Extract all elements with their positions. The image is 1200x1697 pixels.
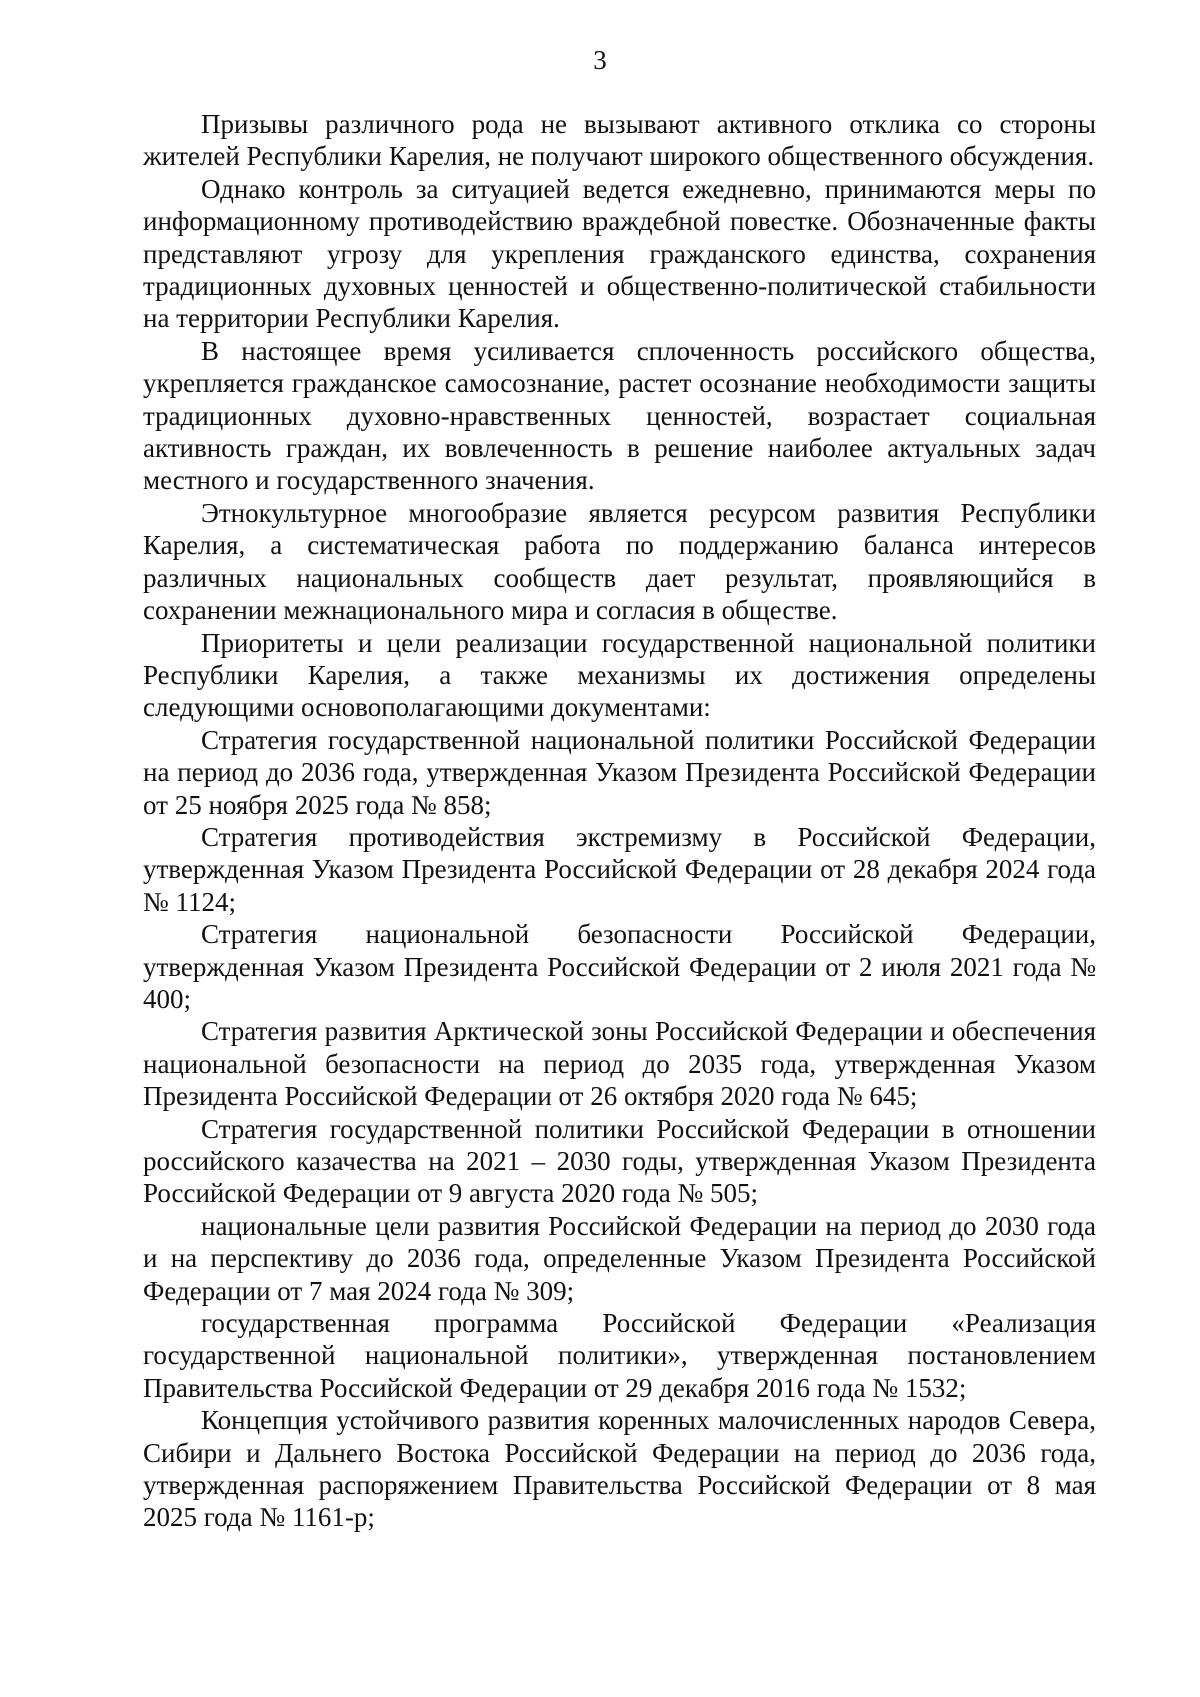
list-item-state-program: государственная программа Российской Федерации «Реализация государственной национальной политики», утвержденная постановлением Правительства Российской Федерации от 29 декабря 2016 года № 1532; — [143, 1308, 1096, 1403]
paragraph-ethnocultural-diversity: Этнокультурное многообразие является ресурсом развития Республики Карелия, а систематическая работа по поддержанию баланса интересов различных национальных сообществ дает результат, проявляющийся в сохранении межнационального мира и согласия в обществе. — [143, 497, 1096, 626]
document-body — [143, 108, 1096, 1534]
list-item-national-policy-strategy: Стратегия государственной национальной политики Российской Федерации на период до 2036 года, утвержденная Указом Президента Российской Федерации от 25 ноября 2025 года № 858; — [143, 724, 1096, 820]
paragraph-appeals-response: Призывы различного рода не вызывают активного отклика со стороны жителей Республики Карелия, не получают широкого общественного обсуждения. — [143, 109, 1096, 172]
list-item-arctic-strategy: Стратегия развития Арктической зоны Российской Федерации и обеспечения национальной безопасности на период до 2035 года, утвержденная Указом Президента Российской Федерации от 26 октября 2020 года № 645; — [143, 1016, 1096, 1112]
list-item-national-goals: национальные цели развития Российской Федерации на период до 2030 года и на перспективу до 2036 года, определенные Указом Президента Российской Федерации от 7 мая 2024 года № 309; — [143, 1210, 1096, 1306]
list-item-national-security-strategy: Стратегия национальной безопасности Российской Федерации, утвержденная Указом Президента Российской Федерации от 2 июля 2021 года № 400; — [143, 919, 1096, 1014]
page-number: 3 — [593, 45, 607, 75]
list-item-extremism-strategy: Стратегия противодействия экстремизму в Российской Федерации, утвержденная Указом Президента Российской Федерации от 28 декабря 2024 года № 1124; — [143, 821, 1096, 917]
list-item-cossack-strategy: Стратегия государственной политики Российской Федерации в отношении российского казачества на 2021 – 2030 годы, утвержденная Указом Президента Российской Федерации от 9 августа 2020 года № 505; — [143, 1113, 1096, 1209]
paragraph-priorities-intro: Приоритеты и цели реализации государственной национальной политики Республики Карелия, а также механизмы их достижения определены следующими основополагающими документами: — [143, 627, 1096, 723]
paragraph-society-cohesion: В настоящее время усиливается сплоченность российского общества, укрепляется гражданское самосознание, растет осознание необходимости защиты традиционных духовно-нравственных ценностей, возрастает социальная активность граждан, их вовлеченность в решение наиболее актуальных задач местного и государственного значения. — [143, 335, 1096, 496]
list-item-indigenous-concept: Концепция устойчивого развития коренных малочисленных народов Севера, Сибири и Дальнего Востока Российской Федерации на период до 2036 года, утвержденная распоряжением Правительства Российской Федерации от 8 мая 2025 года № 1161-р; — [143, 1405, 1096, 1533]
paragraph-monitoring: Однако контроль за ситуацией ведется ежедневно, принимаются меры по информационному противодействию враждебной повестке. Обозначенные факты представляют угрозу для укрепления гражданского единства, сохранения традиционных духовных ценностей и общественно-политической стабильности на территории Республики Карелия. — [143, 173, 1096, 334]
